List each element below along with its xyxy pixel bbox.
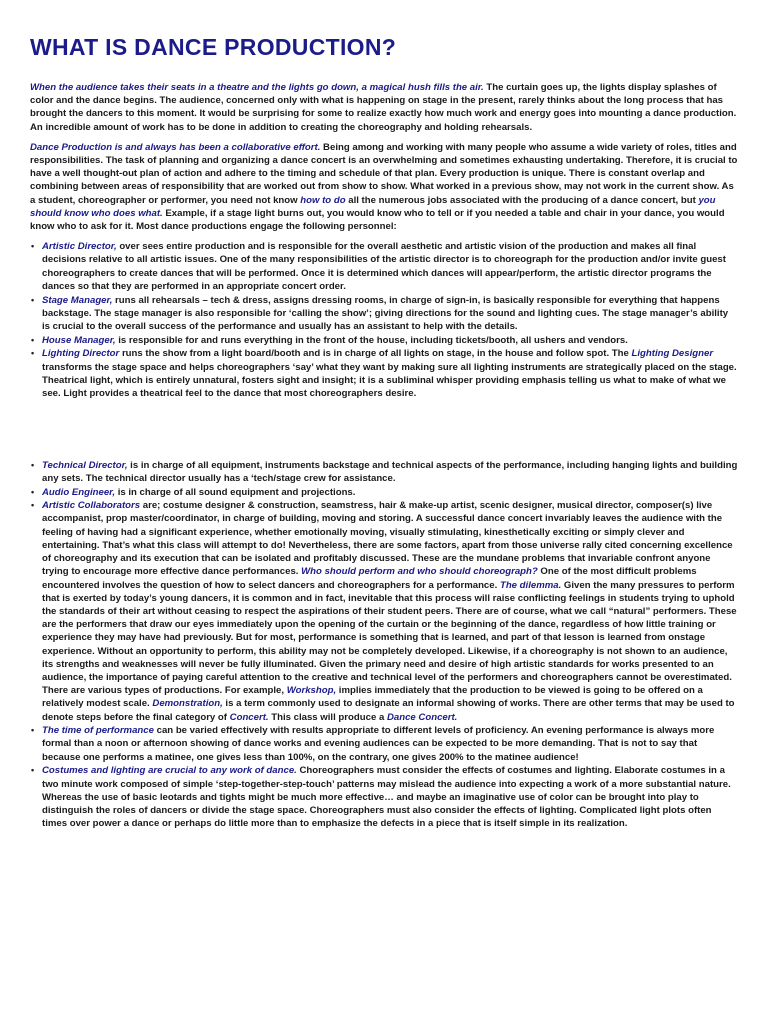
term-audio-engineer: Audio Engineer, (42, 486, 116, 498)
page-gap (30, 401, 738, 459)
list-item-audio-engineer (42, 486, 738, 499)
term-time-of-performance: The time of performance (42, 725, 154, 737)
list-item-text: is responsible for and runs everything in the front of the house, including tickets/booth, all ushers and vendors. (115, 334, 628, 346)
list-item-text: transforms the stage space and helps choreographers ‘say’ what they want by making sure all lighting instruments are strategically placed on the stage. Theatrical light, which is entirely unnatural, fosters sight and insight; it is a subliminal whisper providing emphasis telling us what to make of what we see. Light provides a theatrical feel to the dance that most choreographers desire. (42, 361, 737, 399)
page-title: WHAT IS DANCE PRODUCTION? (30, 34, 397, 60)
personnel-list (30, 240, 738, 400)
list-item-artistic-collaborators (42, 499, 738, 723)
emphasis-who-should-perform: Who should perform and who should choreograph? (301, 566, 538, 578)
emphasis-concert: Concert. (229, 711, 269, 723)
list-item-house-manager (42, 334, 738, 347)
list-item-text: Choreographers must consider the effects of costumes and lighting. Elaborate costumes in a two minute work composed of simple ‘step-together-step-touch’ patterns may mislead the audience into expecting a work of a more substantial nature. Whereas the use of basic leotards and tights might be much more effective… and maybe an imaginative use of color can be brought into play to distinguish the roles of dancers or divide the stage space. Choreographers must also consider the effects of lighting. Complicated light plots often times over power a dance or perhaps do little more than to emphasize the defects in a piece that is itself simple in its realization. (42, 765, 731, 830)
term-artistic-director: Artistic Director, (42, 241, 117, 253)
term-house-manager: House Manager, (42, 334, 116, 346)
list-item-text: runs all rehearsals – tech & dress, assigns dressing rooms, in charge of sign-in, is basically responsible for everything that happens backstage. The stage manager is also responsible for ‘calling the show’; giving directions for the sound and lighting cues. The stage manager’s ability is crucial to the overall success of the performance and usually has an assistant to help with the details. (42, 294, 729, 332)
emphasis-workshop: Workshop, (286, 685, 337, 697)
list-item-text: runs the show from a light board/booth and is in charge of all lights on stage, in the house and follow spot. The (119, 348, 632, 360)
list-item-text: implies immediately that the production to be viewed is going to be offered on a relatively modest scale. (42, 685, 703, 710)
list-item-text: is a term commonly used to designate an informal showing of works. There are other terms that may be used to denote steps before the final category of (42, 698, 735, 723)
term-technical-director: Technical Director, (42, 459, 128, 471)
collaboration-text-3: Example, if a stage light burns out, you would know who to tell or if you needed a table and chair in your dance, you would know who to ask for it. Most dance productions engage the following personnel: (30, 207, 725, 233)
collaboration-text-1: Being among and working with many people who assume a wide variety of roles, titles and responsibilities. The task of planning and organizing a dance concert is an overwhelming and sometimes exhausting undertaking. Therefore, it is crucial to have a well thought-out plan of action and adhere to the timing and schedule of that plan. Every production is unique. There is constant overlap and combining between areas of responsibility that are worked out from show to show. What worked in a previous show, may not work in the current show. As a student, choreographer or performer, you need not know (30, 141, 738, 206)
list-item-lighting-director (42, 347, 738, 400)
emphasis-how-to-do: how to do (300, 194, 346, 206)
term-costumes-lighting: Costumes and lighting are crucial to any work of dance. (42, 765, 297, 777)
emphasis-dance-concert: Dance Concert. (386, 711, 458, 723)
list-item-artistic-director (42, 240, 738, 293)
collaboration-lead: Dance Production is and always has been a collaborative effort. (30, 141, 321, 153)
list-item-text: is in charge of all equipment, instruments backstage and technical aspects of the performance, including hanging lights and building any sets. The technical director usually has a ‘tech/stage crew for assistance. (42, 459, 738, 484)
term-lighting-designer: Lighting Designer (631, 348, 714, 360)
list-item-technical-director (42, 459, 738, 485)
intro-paragraph (30, 81, 738, 134)
list-item-text: can be varied effectively with results appropriate to different levels of proficiency. An evening performance is always more formal than a noon or afternoon showing of dance works and evening audiences can be expected to be more demanding. That is not to say that because one performs a matinee, one gives less than 100%, on the contrary, one gives 200% to the matinee audience! (42, 725, 715, 763)
emphasis-dilemma: The dilemma. (499, 579, 562, 591)
intro-text: The curtain goes up, the lights display splashes of color and the dance begins. The audience, concerned only with what is happening on stage in the present, rarely thinks about the long process that has brought the dancers to this moment. It would be surprising for some to realize exactly how much work and energy goes into mounting a dance production. An incredible amount of work has to be done in addition to creating the choreography and holding rehearsals. (30, 82, 737, 133)
personnel-list-continued (30, 459, 738, 831)
collaboration-text-2: all the numerous jobs associated with the producing of a dance concert, but (345, 194, 699, 206)
term-stage-manager: Stage Manager, (42, 294, 113, 306)
emphasis-who-does-what: you should know who does what. (30, 194, 716, 219)
term-artistic-collaborators: Artistic Collaborators (42, 500, 141, 512)
list-item-time-of-performance (42, 724, 738, 764)
list-item-text: One of the most difficult problems encountered involves the question of how to select dancers and choreographers for a performance. (42, 566, 697, 591)
list-item-text: over sees entire production and is responsible for the overall aesthetic and artistic vision of the production and makes all final decisions relative to all artistic issues. One of the many responsibilities of the artistic director is to choreograph for the production and/or invite guest choreographers to create dances that will be performed. Once it is determined which dances will appear/perform, the artistic director programs the dances so that they are performed in an appropriate concert order. (42, 241, 726, 292)
emphasis-demonstration: Demonstration, (152, 698, 223, 710)
list-item-text: is in charge of all sound equipment and projections. (115, 486, 356, 498)
list-item-costumes-lighting (42, 764, 738, 830)
list-item-text: Given the many pressures to perform that is exerted by today’s young dancers, it is common and in fact, inevitable that this process will raise conflicting feelings in students trying to uphold the standards of their art without ceasing to respect the aspirations of their student peers. There are of course, what we call “natural” performers. These are the performers that draw our eyes immediately upon the opening of the curtain or the beginning of the dance, regardless of how little training or experience they may have had previously. But for most, performance is something that is learned, and part of that lesson is learned from onstage experience. Without an opportunity to perform, this ability may not be completely developed. Likewise, if a choreography is not shown to an audience, its strengths and weaknesses will never be fully illuminated. Given the primary need and desire of high artistic standards for works presented to an audience, the importance of paying careful attention to the creative and technical level of the performers and choreographers cannot be overestimated. There are various types of productions. For example, (42, 579, 737, 697)
collaboration-paragraph (30, 141, 738, 233)
list-item-text: This class will produce a (268, 711, 387, 723)
list-item-text: are; costume designer & construction, seamstress, hair & make-up artist, scenic designer, musical director, composer(s) live accompanist, prop master/coordinator, in charge of building, moving and storing. A successful dance concert invariably leaves the audience with the feeling of having had a significant experience, whether emotionally moving, visually stimulating, kinesthetically exciting or simply clever and entertaining. That’s what this class will attempt to do! Nevertheless, there are some factors, apart from those universe rally cited concerning excellence of choreography and its execution that can be isolated and profitably discussed. These are the mundane problems that invariable confront anyone trying to encourage more effective dance performances. (42, 500, 733, 578)
list-item-stage-manager (42, 294, 738, 334)
intro-lead: When the audience takes their seats in a theatre and the lights go down, a magical hush fills the air. (30, 82, 484, 93)
term-lighting-director: Lighting Director (42, 348, 120, 360)
